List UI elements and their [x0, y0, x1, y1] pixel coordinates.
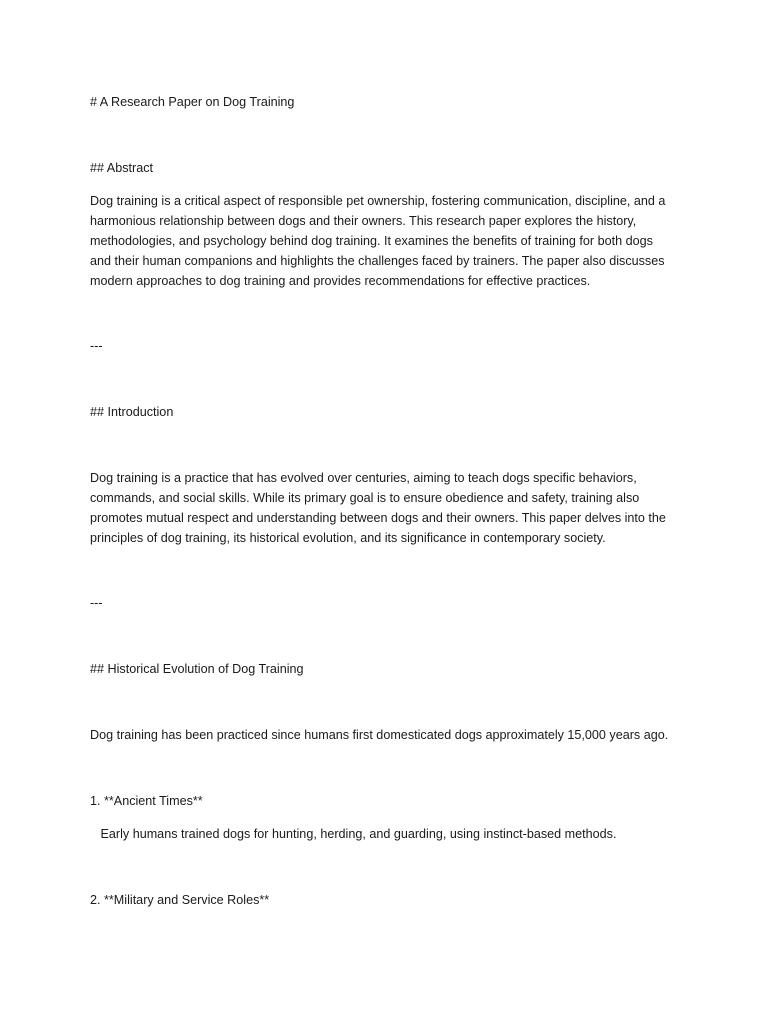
introduction-line: Dog training is a practice that has evolved over centuries, aiming to teach dogs specific behaviors,: [90, 471, 637, 485]
introduction-paragraph: [90, 468, 682, 548]
abstract-line: modern approaches to dog training and provides recommendations for effective practices.: [90, 274, 591, 288]
document-title: # A Research Paper on Dog Training: [90, 95, 295, 109]
separator: ---: [90, 339, 103, 353]
introduction-line: commands, and social skills. While its primary goal is to ensure obedience and safety, training also: [90, 491, 640, 505]
introduction-line: principles of dog training, its historical evolution, and its significance in contemporary society.: [90, 531, 606, 545]
abstract-heading: ## Abstract: [90, 161, 154, 175]
list-item-label: 1. **Ancient Times**: [90, 794, 203, 808]
list-item-text: Early humans trained dogs for hunting, herding, and guarding, using instinct-based methods.: [90, 827, 617, 841]
history-intro: Dog training has been practiced since humans first domesticated dogs approximately 15,000 years ago.: [90, 728, 669, 742]
history-heading: ## Historical Evolution of Dog Training: [90, 662, 304, 676]
abstract-line: methodologies, and psychology behind dog training. It examines the benefits of training for both dogs: [90, 234, 653, 248]
introduction-heading: ## Introduction: [90, 405, 174, 419]
abstract-line: Dog training is a critical aspect of responsible pet ownership, fostering communication, discipline, and a: [90, 194, 666, 208]
introduction-line: promotes mutual respect and understanding between dogs and their owners. This paper delves into the: [90, 511, 666, 525]
abstract-paragraph: [90, 191, 682, 291]
abstract-line: harmonious relationship between dogs and their owners. This research paper explores the history,: [90, 214, 637, 228]
list-item-label: 2. **Military and Service Roles**: [90, 893, 270, 907]
separator: ---: [90, 596, 103, 610]
abstract-line: and their human companions and highlights the challenges faced by trainers. The paper also discusses: [90, 254, 665, 268]
